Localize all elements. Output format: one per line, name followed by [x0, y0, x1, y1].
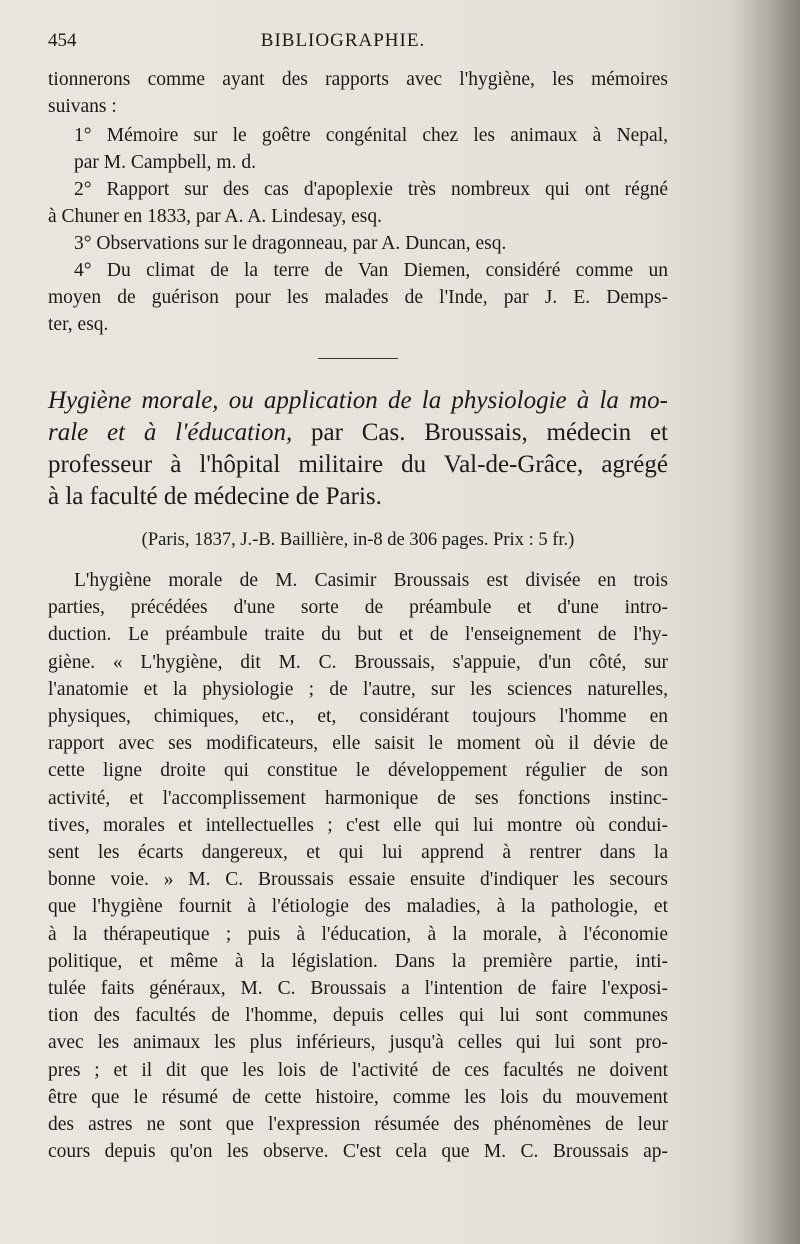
- reference-list: [48, 122, 668, 338]
- text-line: avec les animaux les plus inférieurs, jusqu'à celles qui lui sont pro-: [48, 1032, 668, 1054]
- text-line: tives, morales et intellectuelles ; c'est elle qui lui montre où condui-: [48, 814, 668, 836]
- running-head: BIBLIOGRAPHIE.: [260, 30, 426, 51]
- text-line: l'anatomie et la physiologie ; de l'autre, sur les sciences naturelles,: [48, 678, 668, 700]
- text-line: 2° Rapport sur des cas d'apoplexie très nombreux qui ont régné: [74, 179, 668, 200]
- text-line: par M. Campbell, m. d.: [74, 152, 256, 173]
- text-line: suivans :: [48, 96, 117, 117]
- review-text: [48, 567, 668, 1165]
- text-line: ter, esq.: [48, 314, 109, 335]
- publication-info: (Paris, 1837, J.-B. Baillière, in-8 de 306 pages. Prix : 5 fr.): [141, 530, 575, 550]
- text-line: parties, précédées d'une sorte de préambule et d'une intro-: [48, 597, 668, 619]
- text-line: duction. Le préambule traite du but et de l'enseignement de l'hy-: [48, 624, 668, 646]
- text-line: politique, et même à la législation. Dans la première partie, inti-: [48, 950, 668, 972]
- text-line: 3° Observations sur le dragonneau, par A. Duncan, esq.: [74, 233, 507, 254]
- text-line: physiques, chimiques, etc., et, considérant toujours l'homme en: [48, 706, 668, 728]
- text-line: giène. « L'hygiène, dit M. C. Broussais, s'appuie, d'un côté, sur: [48, 651, 668, 673]
- text-line: tion des facultés de l'homme, depuis celles qui lui sont communes: [48, 1005, 668, 1027]
- text-line: L'hygiène morale de M. Casimir Broussais est divisée en trois: [74, 570, 668, 591]
- book-title: [48, 385, 668, 513]
- title-line: professeur à l'hôpital militaire du Val-de-Grâce, agrégé: [48, 451, 668, 478]
- text-line: tionnerons comme ayant des rapports avec l'hygiène, les mémoires: [48, 69, 668, 90]
- text-line: 4° Du climat de la terre de Van Diemen, considéré comme un: [74, 260, 668, 281]
- text-line: à la thérapeutique ; puis à l'éducation, à la morale, à l'économie: [48, 923, 668, 945]
- text-line: sent les écarts dangereux, et qui lui apprend à rentrer dans la: [48, 842, 668, 864]
- reference-item: [48, 122, 668, 176]
- review-paragraph: [48, 567, 668, 1165]
- text-line: activité, et l'accomplissement harmonique de ses fonctions instinc-: [48, 787, 668, 809]
- text-line: tulée faits généraux, M. C. Broussais a l'intention de faire l'exposi-: [48, 978, 668, 1000]
- text-line: pres ; et il dit que les lois de l'activité de ces facultés ne doivent: [48, 1059, 668, 1081]
- text-line: rapport avec ses modificateurs, elle saisit le moment où il dévie de: [48, 733, 668, 755]
- text-line: cette ligne droite qui constitue le développement régulier de son: [48, 760, 668, 782]
- title-line: à la faculté de médecine de Paris.: [48, 483, 382, 510]
- title-italic-2: rale et à l'éducation,: [48, 419, 293, 446]
- reference-item: [48, 176, 668, 230]
- title-author: par Cas. Broussais, médecin et: [292, 419, 668, 446]
- page-gutter-shadow: [730, 0, 800, 1244]
- text-line: des astres ne sont que l'expression résumée des phénomènes de leur: [48, 1114, 668, 1136]
- text-line: cours depuis qu'on les observe. C'est cela que M. C. Broussais ap-: [48, 1141, 668, 1163]
- title-line: [48, 417, 668, 449]
- intro-paragraph: [48, 66, 668, 120]
- text-line: 1° Mémoire sur le goêtre congénital chez les animaux à Nepal,: [74, 125, 668, 146]
- reference-item: [48, 257, 668, 338]
- text-line: bonne voie. » M. C. Broussais essaie ensuite d'indiquer les secours: [48, 869, 668, 891]
- page-header: [48, 30, 668, 66]
- text-line: que l'hygiène fournit à l'étiologie des maladies, à la pathologie, et: [48, 896, 668, 918]
- page-number: 454: [48, 30, 77, 51]
- title-line: [48, 385, 668, 417]
- text-line: à Chuner en 1833, par A. A. Lindesay, esq.: [48, 206, 382, 227]
- text-block: [48, 30, 668, 1165]
- section-divider: [318, 358, 398, 359]
- text-line: moyen de guérison pour les malades de l'Inde, par J. E. Demps-: [48, 287, 668, 308]
- reference-item: [48, 230, 668, 257]
- title-italic-1: Hygiène morale, ou application de la physiologie à la mo-: [48, 387, 668, 414]
- text-line: être que le résumé de cette histoire, comme les lois du mouvement: [48, 1086, 668, 1108]
